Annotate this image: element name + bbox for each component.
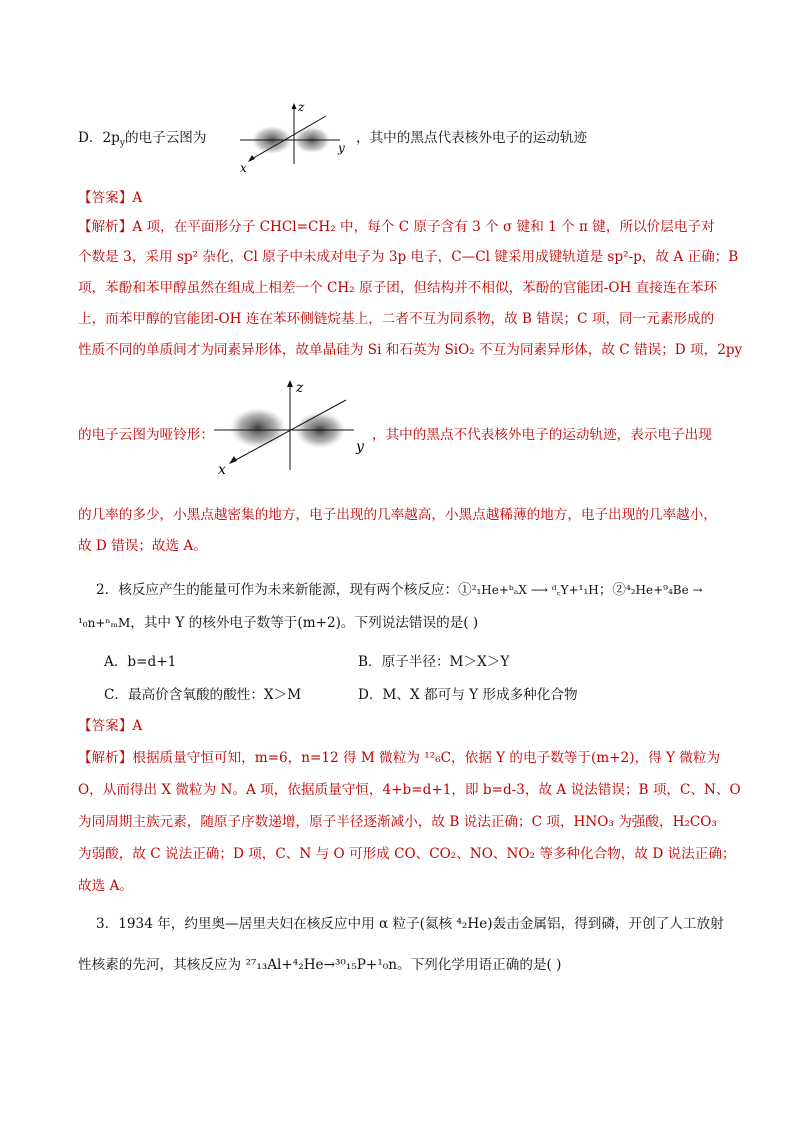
x-label: x: [240, 161, 247, 175]
q3-line-1: 3．1934 年，约里奥—居里夫妇在核反应中用 α 粒子(氦核 ⁴₂He)轰击金属铝，得到磷，开创了人工放射: [96, 916, 724, 932]
q1-analysis-line-3: 项，苯酚和苯甲醇虽然在组成上相差一个 CH₂ 原子团，但结构并不相似，苯酚的官能团-OH 直接连在苯环: [78, 280, 718, 296]
q1-analysis-line-1: 【解析】A 项，在平面形分子 CHCl=CH₂ 中，每个 C 原子含有 3 个 σ 键和 1 个 π 键，所以价层电子对: [78, 219, 715, 235]
q1-analysis-end-1: 的几率的多少，小黑点越密集的地方，电子出现的几率越高，小黑点越稀薄的地方，电子出现的几率越小，: [78, 507, 717, 523]
q1-option-d-suffix-line: [356, 128, 734, 148]
option-d-prefix: D．2p: [78, 130, 120, 146]
q2-eq3: ¹₀n+ⁿₘM: [78, 616, 131, 630]
z-arrow-large: [287, 380, 293, 387]
q2-eq1: ²₁He+ᵇₐX ⟶ ᵈ꜀Y+¹₁H: [471, 583, 599, 597]
cloud-lobe-left-large: [230, 408, 286, 448]
electron-cloud-small-figure: [238, 100, 356, 176]
q2-analysis-line-4: 为弱酸，故 C 说法正确；D 项，C、N 与 O 可形成 CO、CO₂、NO、NO₂ 等多种化合物，故 D 说法正确；: [78, 846, 736, 862]
q2-stem-line-1: [96, 580, 734, 600]
q2-stem-1a: 2．核反应产生的能量可作为未来新能源，现有两个核反应：①: [96, 582, 472, 598]
option-d-mid: 的电子云图为: [124, 130, 207, 146]
q1-analysis-line-2: 个数是 3，采用 sp² 杂化，Cl 原子中未成对电子为 3p 电子，C—Cl 键采用成键轨道是 sp²-p，故 A 正确；B: [78, 249, 739, 265]
q2-analysis-line-2: O，从而得出 X 微粒为 N。A 项，依据质量守恒，4+b=d+1，即 b=d-3，故 A 说法错误；B 项，C、N、O: [78, 782, 741, 798]
q2-option-b: B．原子半径：M＞X＞Y: [358, 654, 510, 670]
x-label-large: x: [218, 462, 226, 476]
q1-analysis-end-2: 故 D 错误；故选 A。: [78, 538, 207, 554]
q1-analysis-line-5: 性质不同的单质间才为同素异形体，故单晶硅为 Si 和石英为 SiO₂ 不互为同素异形体，故 C 错误；D 项，2py: [78, 342, 743, 358]
x-arrow: [248, 155, 255, 162]
q2-option-c: C．最高价含氧酸的酸性：X＞M: [104, 687, 302, 703]
q2-analysis-line-5: 故选 A。: [78, 878, 133, 894]
q2-answer: 【答案】A: [78, 718, 143, 734]
q3-line-2: 性核素的先河，其核反应为 ²⁷₁₃Al+⁴₂He→³⁰₁₅P+¹₀n。下列化学用语正确的是( ): [78, 957, 562, 973]
q2-stem-2: ，其中 Y 的核外电子数等于(m+2)。下列说法错误的是( ): [130, 615, 479, 631]
q2-option-a: A．b=d+1: [104, 654, 177, 670]
q1-analysis-fig-suffix: ，其中的黑点不代表核外电子的运动轨迹，表示电子出现: [372, 427, 712, 443]
q2-analysis-line-3: 为同周期主族元素，随原子序数递增，原子半径逐渐减小，故 B 说法正确；C 项，HNO₃ 为强酸，H₂CO₃: [78, 814, 717, 830]
z-arrow: [292, 103, 297, 109]
electron-cloud-large-figure: [214, 378, 374, 476]
q2-stem-line-2: [78, 613, 734, 633]
x-arrow-large: [229, 456, 237, 464]
option-d-suffix: ，其中的黑点代表核外电子的运动轨迹: [356, 130, 588, 146]
q1-answer: 【答案】A: [78, 190, 143, 206]
q2-eq2: ⁴₂He+⁹₄Be →: [625, 583, 703, 597]
option-d-sub: y: [119, 138, 125, 149]
y-label: y: [338, 141, 345, 155]
z-label: z: [298, 100, 305, 114]
z-label-large: z: [296, 380, 304, 396]
y-label-large: y: [356, 439, 364, 455]
q1-analysis-line-4: 上，而苯甲醇的官能团-OH 连在苯环侧链烷基上，二者不互为同系物，故 B 错误；C 项，同一元素形成的: [78, 311, 715, 327]
q2-analysis-line-1: 【解析】根据质量守恒可知，m=6，n=12 得 M 微粒为 ¹²₆C，依据 Y 的电子数等于(m+2)，得 Y 微粒为: [78, 750, 721, 766]
q1-analysis-fig-prefix: 的电子云图为哑铃形：: [78, 427, 214, 443]
q2-option-d: D．M、X 都可与 Y 形成多种化合物: [358, 687, 578, 703]
q2-stem-1b: ；②: [598, 582, 626, 598]
